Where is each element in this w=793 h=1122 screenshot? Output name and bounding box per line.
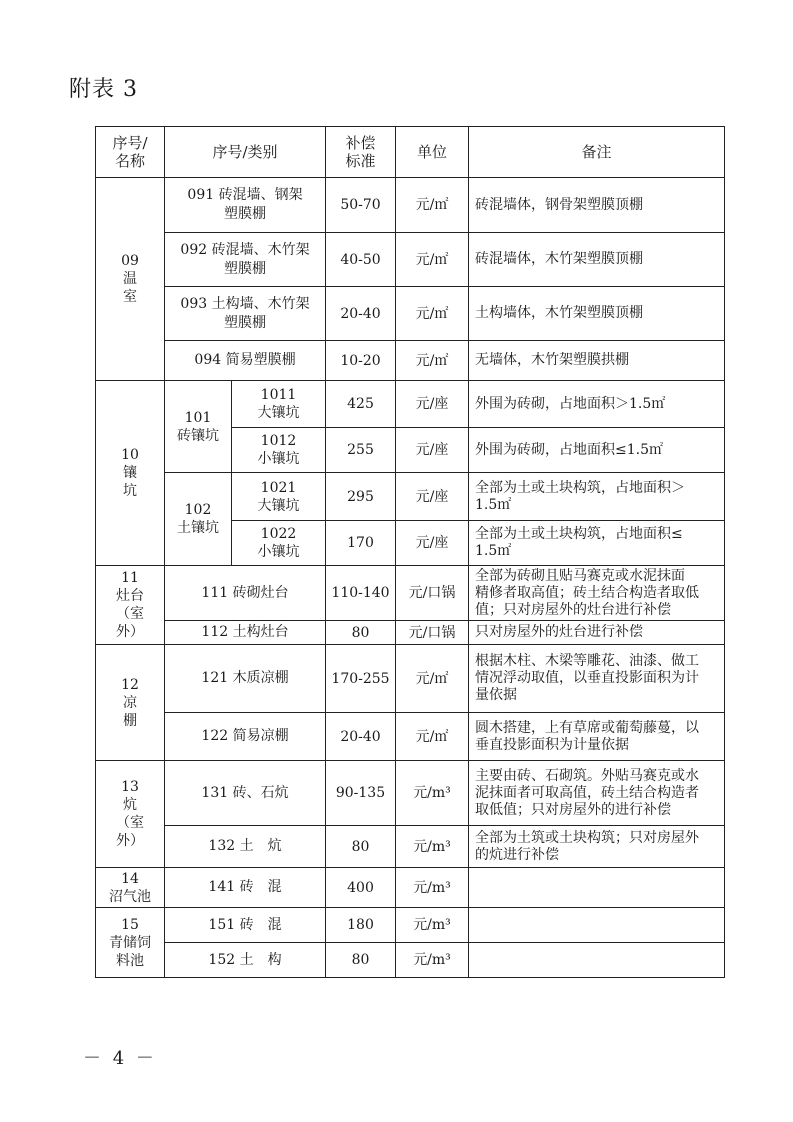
- header-seq-name: 序号/ 名称: [96, 127, 165, 178]
- item-remark: [469, 943, 725, 978]
- group-13-name: 13 炕 （室 外）: [96, 761, 165, 868]
- item-unit: 元/座: [396, 428, 469, 473]
- item-label: 132 土 炕: [165, 826, 326, 868]
- table-row: [96, 826, 725, 868]
- group-15-name: 15 青储饲 料池: [96, 908, 165, 978]
- item-standard: 170: [326, 521, 396, 566]
- item-remark: 外围为砖砌，占地面积＞1.5㎡: [469, 381, 725, 428]
- item-standard: 40-50: [326, 233, 396, 287]
- item-remark: 砖混墙体，木竹架塑膜顶棚: [469, 233, 725, 287]
- item-standard: 425: [326, 381, 396, 428]
- item-standard: 400: [326, 868, 396, 908]
- table-row: [96, 713, 725, 761]
- header-standard: 补偿 标准: [326, 127, 396, 178]
- item-unit: 元/座: [396, 381, 469, 428]
- table-row: [96, 908, 725, 943]
- item-label: 112 土构灶台: [165, 621, 326, 645]
- item-label: 141 砖 混: [165, 868, 326, 908]
- item-standard: 255: [326, 428, 396, 473]
- item-standard: 110-140: [326, 566, 396, 621]
- subgroup-102-name: 102 土镶坑: [165, 473, 232, 566]
- table-row: [96, 566, 725, 621]
- group-11-name: 11 灶台 （室 外）: [96, 566, 165, 645]
- item-unit: 元/㎡: [396, 233, 469, 287]
- header-unit: 单位: [396, 127, 469, 178]
- item-label: 1012 小镶坑: [232, 428, 326, 473]
- page-number: － 4 －: [83, 1048, 157, 1069]
- item-label: 091 砖混墙、钢架 塑膜棚: [165, 178, 326, 233]
- item-label: 094 简易塑膜棚: [165, 341, 326, 381]
- item-unit: 元/座: [396, 473, 469, 521]
- item-standard: 90-135: [326, 761, 396, 826]
- item-label: 1022 小镶坑: [232, 521, 326, 566]
- table-row: [96, 761, 725, 826]
- item-remark: 全部为砖砌且贴马赛克或水泥抹面 精修者取高值；砖土结合构造者取低 值；只对房屋外的灶台进行补偿: [469, 566, 725, 621]
- group-10-name: 10 镶 坑: [96, 381, 165, 566]
- table-row: [96, 178, 725, 233]
- item-unit: 元/㎡: [396, 178, 469, 233]
- item-unit: 元/㎡: [396, 341, 469, 381]
- item-standard: 80: [326, 826, 396, 868]
- table-row: [96, 381, 725, 428]
- table-row: [96, 943, 725, 978]
- item-standard: 80: [326, 943, 396, 978]
- item-standard: 170-255: [326, 645, 396, 713]
- table-row: [96, 868, 725, 908]
- item-remark: 全部为土或土块构筑，占地面积≤ 1.5㎡: [469, 521, 725, 566]
- item-standard: 50-70: [326, 178, 396, 233]
- item-remark: [469, 868, 725, 908]
- item-unit: 元/㎡: [396, 287, 469, 341]
- item-unit: 元/m³: [396, 943, 469, 978]
- item-remark: 砖混墙体，钢骨架塑膜顶棚: [469, 178, 725, 233]
- item-unit: 元/㎡: [396, 645, 469, 713]
- item-standard: 80: [326, 621, 396, 645]
- item-label: 111 砖砌灶台: [165, 566, 326, 621]
- item-label: 1021 大镶坑: [232, 473, 326, 521]
- table-row: [96, 621, 725, 645]
- subgroup-101-name: 101 砖镶坑: [165, 381, 232, 473]
- item-remark: 无墙体，木竹架塑膜拱棚: [469, 341, 725, 381]
- table-row: [96, 233, 725, 287]
- item-unit: 元/口锅: [396, 566, 469, 621]
- table-row: [96, 645, 725, 713]
- table-row: [96, 473, 725, 521]
- item-label: 122 简易凉棚: [165, 713, 326, 761]
- group-09-name: 09 温 室: [96, 178, 165, 381]
- item-label: 093 土构墙、木竹架 塑膜棚: [165, 287, 326, 341]
- item-remark: 只对房屋外的灶台进行补偿: [469, 621, 725, 645]
- group-12-name: 12 凉 棚: [96, 645, 165, 761]
- item-remark: 外围为砖砌，占地面积≤1.5㎡: [469, 428, 725, 473]
- compensation-table: [95, 126, 725, 978]
- item-remark: 根据木柱、木梁等雕花、油漆、做工 情况浮动取值，以垂直投影面积为计 量依据: [469, 645, 725, 713]
- item-unit: 元/m³: [396, 908, 469, 943]
- item-label: 131 砖、石炕: [165, 761, 326, 826]
- item-remark: 全部为土筑或土块构筑；只对房屋外 的炕进行补偿: [469, 826, 725, 868]
- group-14-name: 14 沼气池: [96, 868, 165, 908]
- item-unit: 元/m³: [396, 761, 469, 826]
- item-remark: 全部为土或土块构筑，占地面积＞ 1.5㎡: [469, 473, 725, 521]
- item-unit: 元/m³: [396, 826, 469, 868]
- header-remark: 备注: [469, 127, 725, 178]
- item-label: 092 砖混墙、木竹架 塑膜棚: [165, 233, 326, 287]
- item-unit: 元/座: [396, 521, 469, 566]
- item-label: 1011 大镶坑: [232, 381, 326, 428]
- item-remark: 土构墙体，木竹架塑膜顶棚: [469, 287, 725, 341]
- item-label: 121 木质凉棚: [165, 645, 326, 713]
- attachment-title: 附表 3: [69, 77, 138, 102]
- table-row: [96, 287, 725, 341]
- item-standard: 20-40: [326, 287, 396, 341]
- item-unit: 元/㎡: [396, 713, 469, 761]
- item-remark: 圆木搭建，上有草席或葡萄藤蔓，以 垂直投影面积为计量依据: [469, 713, 725, 761]
- item-label: 152 土 构: [165, 943, 326, 978]
- item-standard: 180: [326, 908, 396, 943]
- item-label: 151 砖 混: [165, 908, 326, 943]
- item-remark: [469, 908, 725, 943]
- table-row: [96, 341, 725, 381]
- item-unit: 元/m³: [396, 868, 469, 908]
- table-header-row: [96, 127, 725, 178]
- item-standard: 10-20: [326, 341, 396, 381]
- item-standard: 20-40: [326, 713, 396, 761]
- item-standard: 295: [326, 473, 396, 521]
- item-remark: 主要由砖、石砌筑。外贴马赛克或水 泥抹面者可取高值，砖土结合构造者 取低值；只对房屋外的进行补偿: [469, 761, 725, 826]
- header-seq-category: 序号/类别: [165, 127, 326, 178]
- item-unit: 元/口锅: [396, 621, 469, 645]
